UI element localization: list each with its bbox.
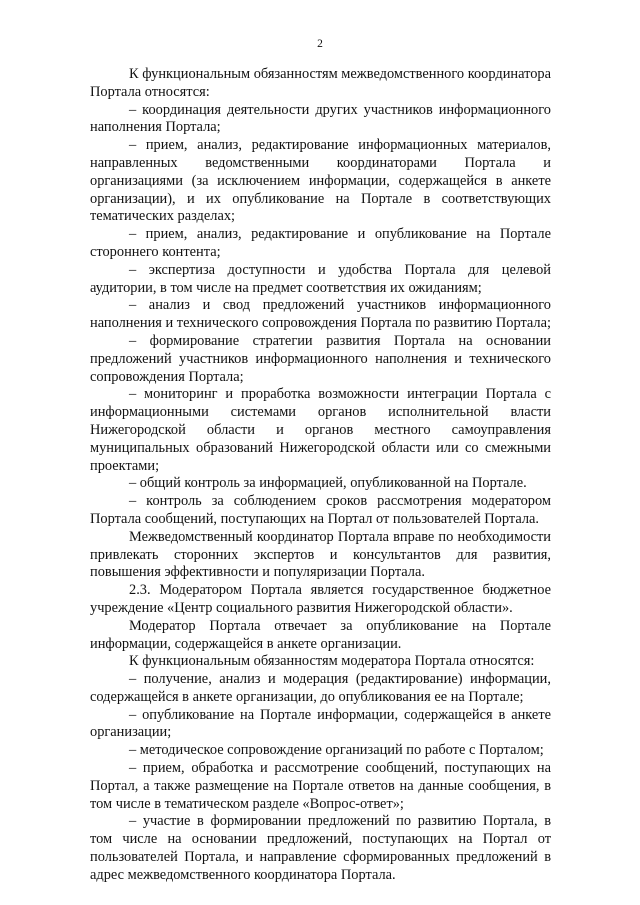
document-body — [90, 66, 551, 885]
paragraph: – прием, анализ, редактирование и опубликование на Портале стороннего контента; — [90, 226, 551, 260]
paragraph: – формирование стратегии развития Портала на основании предложений участников информационного наполнения и технического сопровождения Портала; — [90, 332, 551, 385]
paragraph: – мониторинг и проработка возможности интеграции Портала с информационными системами органов исполнительной власти Нижегородской области и органов местного самоуправления муниципальных образований Нижегородской области или со смежными проектами; — [90, 386, 551, 474]
paragraph: – экспертиза доступности и удобства Портала для целевой аудитории, в том числе на предмет соответствия их ожиданиям; — [90, 261, 551, 296]
paragraph: 2.3. Модератором Портала является государственное бюджетное учреждение «Центр социального развития Нижегородской области». — [90, 582, 551, 616]
paragraph: – координация деятельности других участников информационного наполнения Портала; — [90, 101, 551, 136]
paragraph: – участие в формировании предложений по развитию Портала, в том числе на основании предложений, поступающих на Портал от пользователей Портала, и направление сформированных предложений в адрес межведомственного координатора Портала. — [90, 813, 551, 883]
paragraph: – прием, обработка и рассмотрение сообщений, поступающих на Портал, а также размещение на Портале ответов на данные сообщения, в том числе в тематическом разделе «Вопрос-ответ»; — [90, 760, 551, 812]
paragraph: – общий контроль за информацией, опубликованной на Портале. — [129, 475, 527, 492]
paragraph: К функциональным обязанностям межведомственного координатора Портала относятся: — [90, 66, 551, 100]
paragraph: – контроль за соблюдением сроков рассмотрения модератором Портала сообщений, поступающих на Портал от пользователей Портала. — [90, 493, 551, 527]
paragraph: – анализ и свод предложений участников информационного наполнения и технического сопровождения Портала по развитию Портала; — [90, 297, 551, 332]
page-number: 2 — [317, 38, 323, 50]
paragraph: К функциональным обязанностям модератора Портала относятся: — [129, 653, 535, 670]
paragraph: – методическое сопровождение организаций по работе с Порталом; — [129, 742, 544, 759]
paragraph: – опубликование на Портале информации, содержащейся в анкете организации; — [90, 706, 551, 741]
paragraph: – прием, анализ, редактирование информационных материалов, направленных ведомственными координаторами Портала и организациями (за исключением информации, содержащейся в анкете организации), и их опубликование на Портале в соответствующих тематических разделах; — [90, 137, 551, 225]
paragraph: Модератор Портала отвечает за опубликование на Портале информации, содержащейся в анкете организации. — [90, 617, 551, 652]
paragraph: – получение, анализ и модерация (редактирование) информации, содержащейся в анкете организации, до опубликования ее на Портале; — [90, 671, 551, 705]
paragraph: Межведомственный координатор Портала вправе по необходимости привлекать сторонних экспертов и консультантов для развития, повышения эффективности и популяризации Портала. — [90, 528, 551, 581]
